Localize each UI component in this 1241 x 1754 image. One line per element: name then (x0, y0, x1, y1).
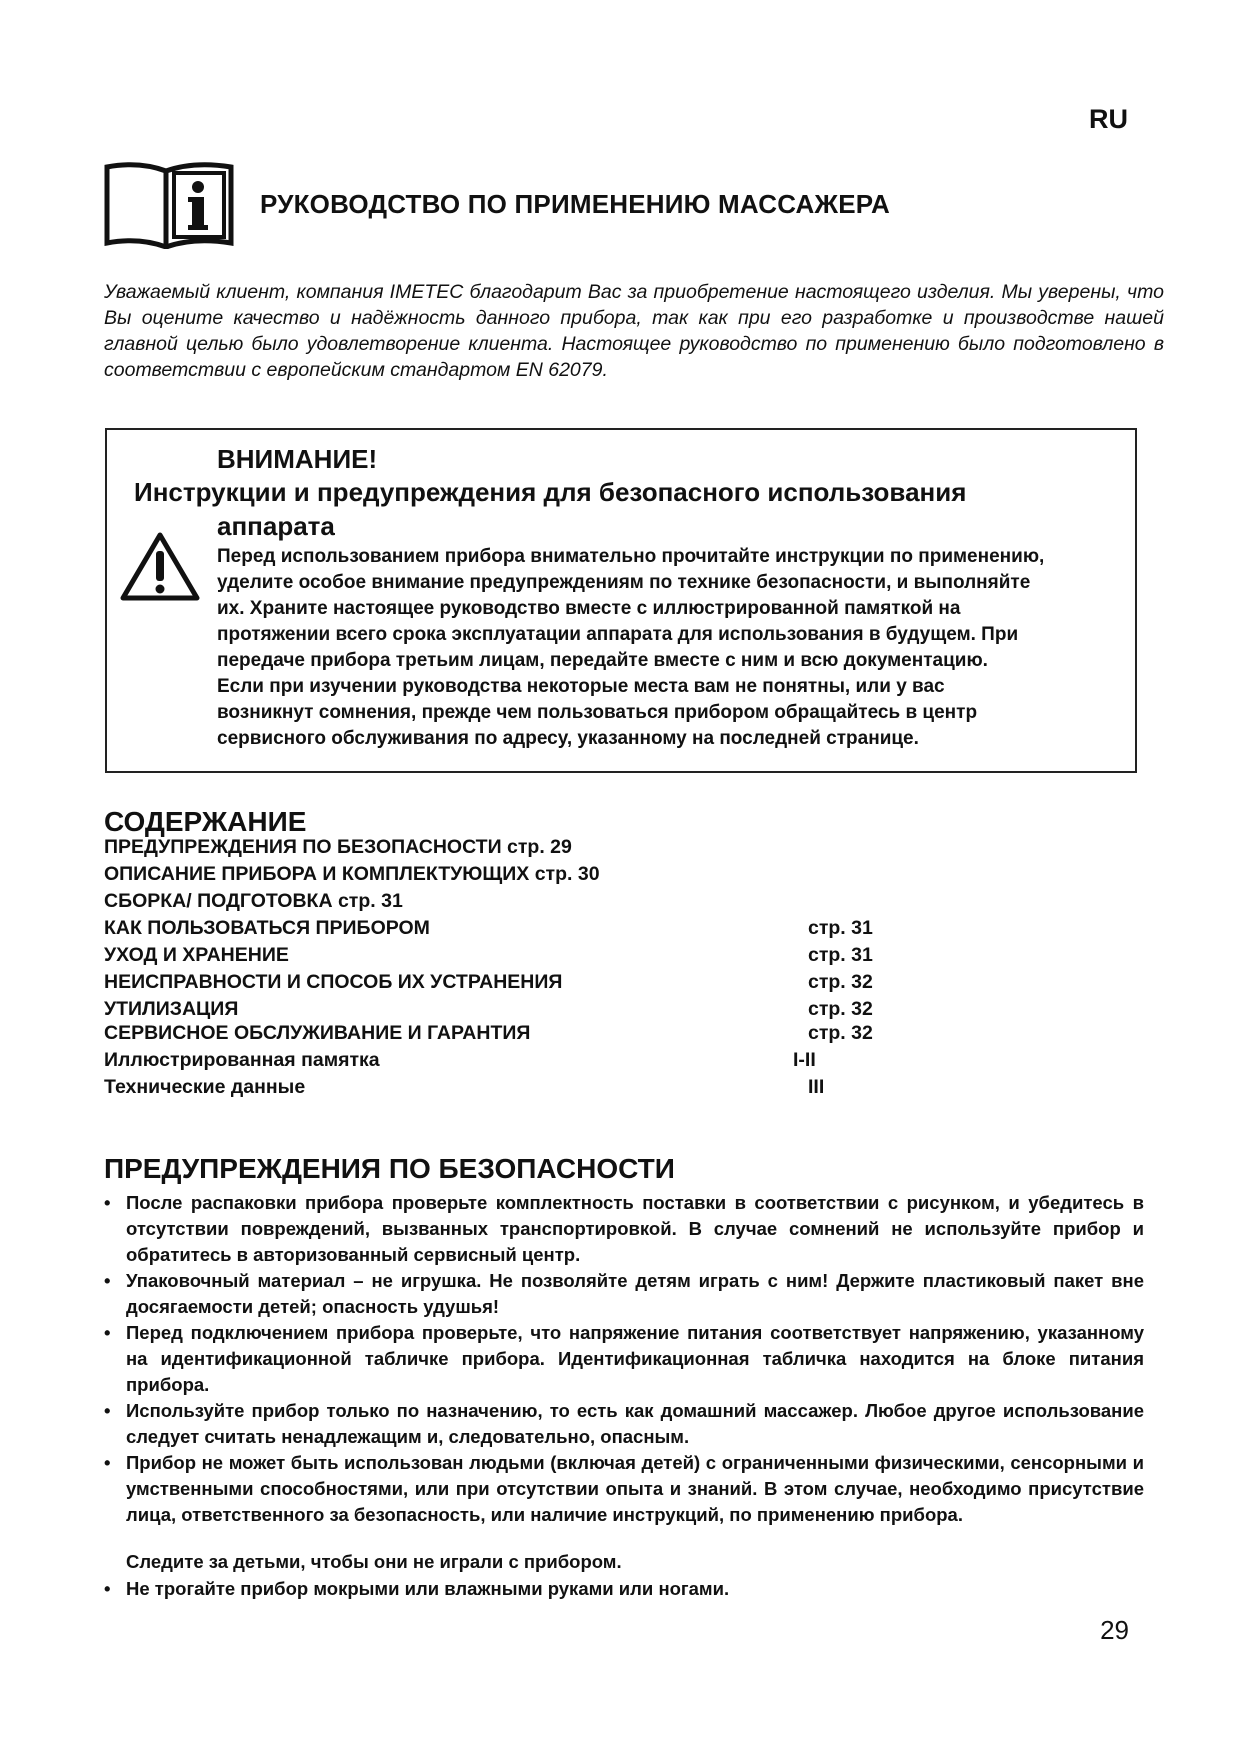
toc-item: Технические данные (104, 1076, 306, 1098)
warning-line: передаче прибора третьим лицам, передайте вместе с ним и всю документацию. (217, 650, 988, 671)
toc-item-page: стр. 32 (808, 1022, 873, 1044)
toc-item: НЕИСПРАВНОСТИ И СПОСОБ ИХ УСТРАНЕНИЯ (104, 971, 563, 993)
toc-item: УТИЛИЗАЦИЯ (104, 998, 239, 1020)
toc-item: УХОД И ХРАНЕНИЕ (104, 944, 289, 966)
toc-item: СБОРКА/ ПОДГОТОВКА стр. 31 (104, 890, 403, 912)
bullet-marker: • (104, 1578, 111, 1599)
toc-item: КАК ПОЛЬЗОВАТЬСЯ ПРИБОРОМ (104, 917, 430, 939)
safety-note-text: Следите за детьми, чтобы они не играли с прибором. (126, 1551, 622, 1572)
safety-item-text: После распаковки прибора проверьте комплектность поставки в соответствии с рисунком, и убедитесь в отсутствии повреждений, вызванных транспортировкой. В случае сомнений не используйте прибор и обратитесь в авторизованный сервисный центр. (126, 1192, 1144, 1265)
page-title: РУКОВОДСТВО ПО ПРИМЕНЕНИЮ МАССАЖЕРА (260, 189, 890, 219)
warning-line: возникнут сомнения, прежде чем пользоваться прибором обращайтесь в центр (217, 702, 978, 723)
toc-heading: СОДЕРЖАНИЕ (104, 806, 307, 837)
safety-item (104, 1320, 1144, 1398)
warning-line: Перед использованием прибора внимательно прочитайте инструкции по применению, (217, 546, 1045, 567)
warning-line: сервисного обслуживания по адресу, указанному на последней странице. (217, 728, 919, 749)
bullet-marker: • (104, 1400, 111, 1421)
bullet-marker: • (104, 1270, 111, 1291)
toc-item: Иллюстрированная памятка (104, 1049, 380, 1071)
warning-line: их. Храните настоящее руководство вместе с иллюстрированной памяткой на (217, 598, 961, 619)
bullet-marker: • (104, 1452, 111, 1473)
toc-item-page: стр. 31 (808, 917, 873, 939)
safety-heading: ПРЕДУПРЕЖДЕНИЯ ПО БЕЗОПАСНОСТИ (104, 1153, 675, 1184)
bullet-marker: • (104, 1192, 111, 1213)
intro-paragraph: Уважаемый клиент, компания IMETEC благодарит Вас за приобретение настоящего изделия. Мы уверены, что Вы оцените качество и надёжность данного прибора, так как при его разработке и производстве нашей главной целью было удовлетворение клиента. Настоящее руководство по применению было подготовлено в соответствии с европейским стандартом EN 62079. (104, 281, 1164, 381)
warning-line: протяжении всего срока эксплуатации аппарата для использования в будущем. При (217, 624, 1019, 645)
warning-title: ВНИМАНИЕ! (217, 444, 378, 474)
toc-item-page: стр. 32 (808, 998, 873, 1020)
language-code: RU (1089, 104, 1128, 134)
safety-note (104, 1549, 1144, 1575)
bullet-marker: • (104, 1322, 111, 1343)
toc-item-page: III (808, 1076, 825, 1098)
toc-item: ПРЕДУПРЕЖДЕНИЯ ПО БЕЗОПАСНОСТИ стр. 29 (104, 836, 572, 858)
toc-item: СЕРВИСНОЕ ОБСЛУЖИВАНИЕ И ГАРАНТИЯ (104, 1022, 531, 1044)
warning-line: уделите особое внимание предупреждениям по технике безопасности, и выполняйте (217, 572, 1031, 593)
warning-subtitle-continued: аппарата (217, 511, 335, 541)
toc-item-page: стр. 31 (808, 944, 873, 966)
toc-item: ОПИСАНИЕ ПРИБОРА И КОМПЛЕКТУЮЩИХ стр. 30 (104, 863, 600, 885)
safety-item-text: Прибор не может быть использован людьми (включая детей) с ограниченными физическими, сенсорными и умственными способностями, или при отсутствии опыта и знаний. В этом случае, необходимо присутствие лица, ответственного за безопасность, или наличие инструкций, по применению прибора. (126, 1452, 1144, 1525)
safety-item-text: Упаковочный материал – не игрушка. Не позволяйте детям играть с ним! Держите пластиковый пакет вне досягаемости детей; опасность удушья! (126, 1270, 1144, 1317)
safety-item (104, 1576, 1144, 1602)
warning-line: Если при изучении руководства некоторые места вам не понятны, или у вас (217, 676, 945, 697)
safety-item-text: Перед подключением прибора проверьте, что напряжение питания соответствует напряжению, указанному на идентификационной табличке прибора. Идентификационная табличка находится на блоке питания прибора. (126, 1322, 1144, 1395)
info-book-icon (104, 159, 234, 249)
safety-item (104, 1450, 1144, 1528)
warning-triangle-icon (120, 531, 200, 601)
page-number: 29 (1100, 1615, 1129, 1645)
safety-item (104, 1268, 1144, 1320)
safety-item-text: Не трогайте прибор мокрыми или влажными руками или ногами. (126, 1578, 730, 1599)
warning-text (217, 544, 1129, 752)
toc-item-page: I-II (793, 1049, 816, 1071)
safety-item-text: Используйте прибор только по назначению, то есть как домашний массажер. Любое другое использование следует считать ненадлежащим и, следовательно, опасным. (126, 1400, 1144, 1447)
toc-item-page: стр. 32 (808, 971, 873, 993)
safety-item (104, 1398, 1144, 1450)
warning-subtitle: Инструкции и предупреждения для безопасного использования (134, 477, 967, 507)
safety-item (104, 1190, 1144, 1268)
